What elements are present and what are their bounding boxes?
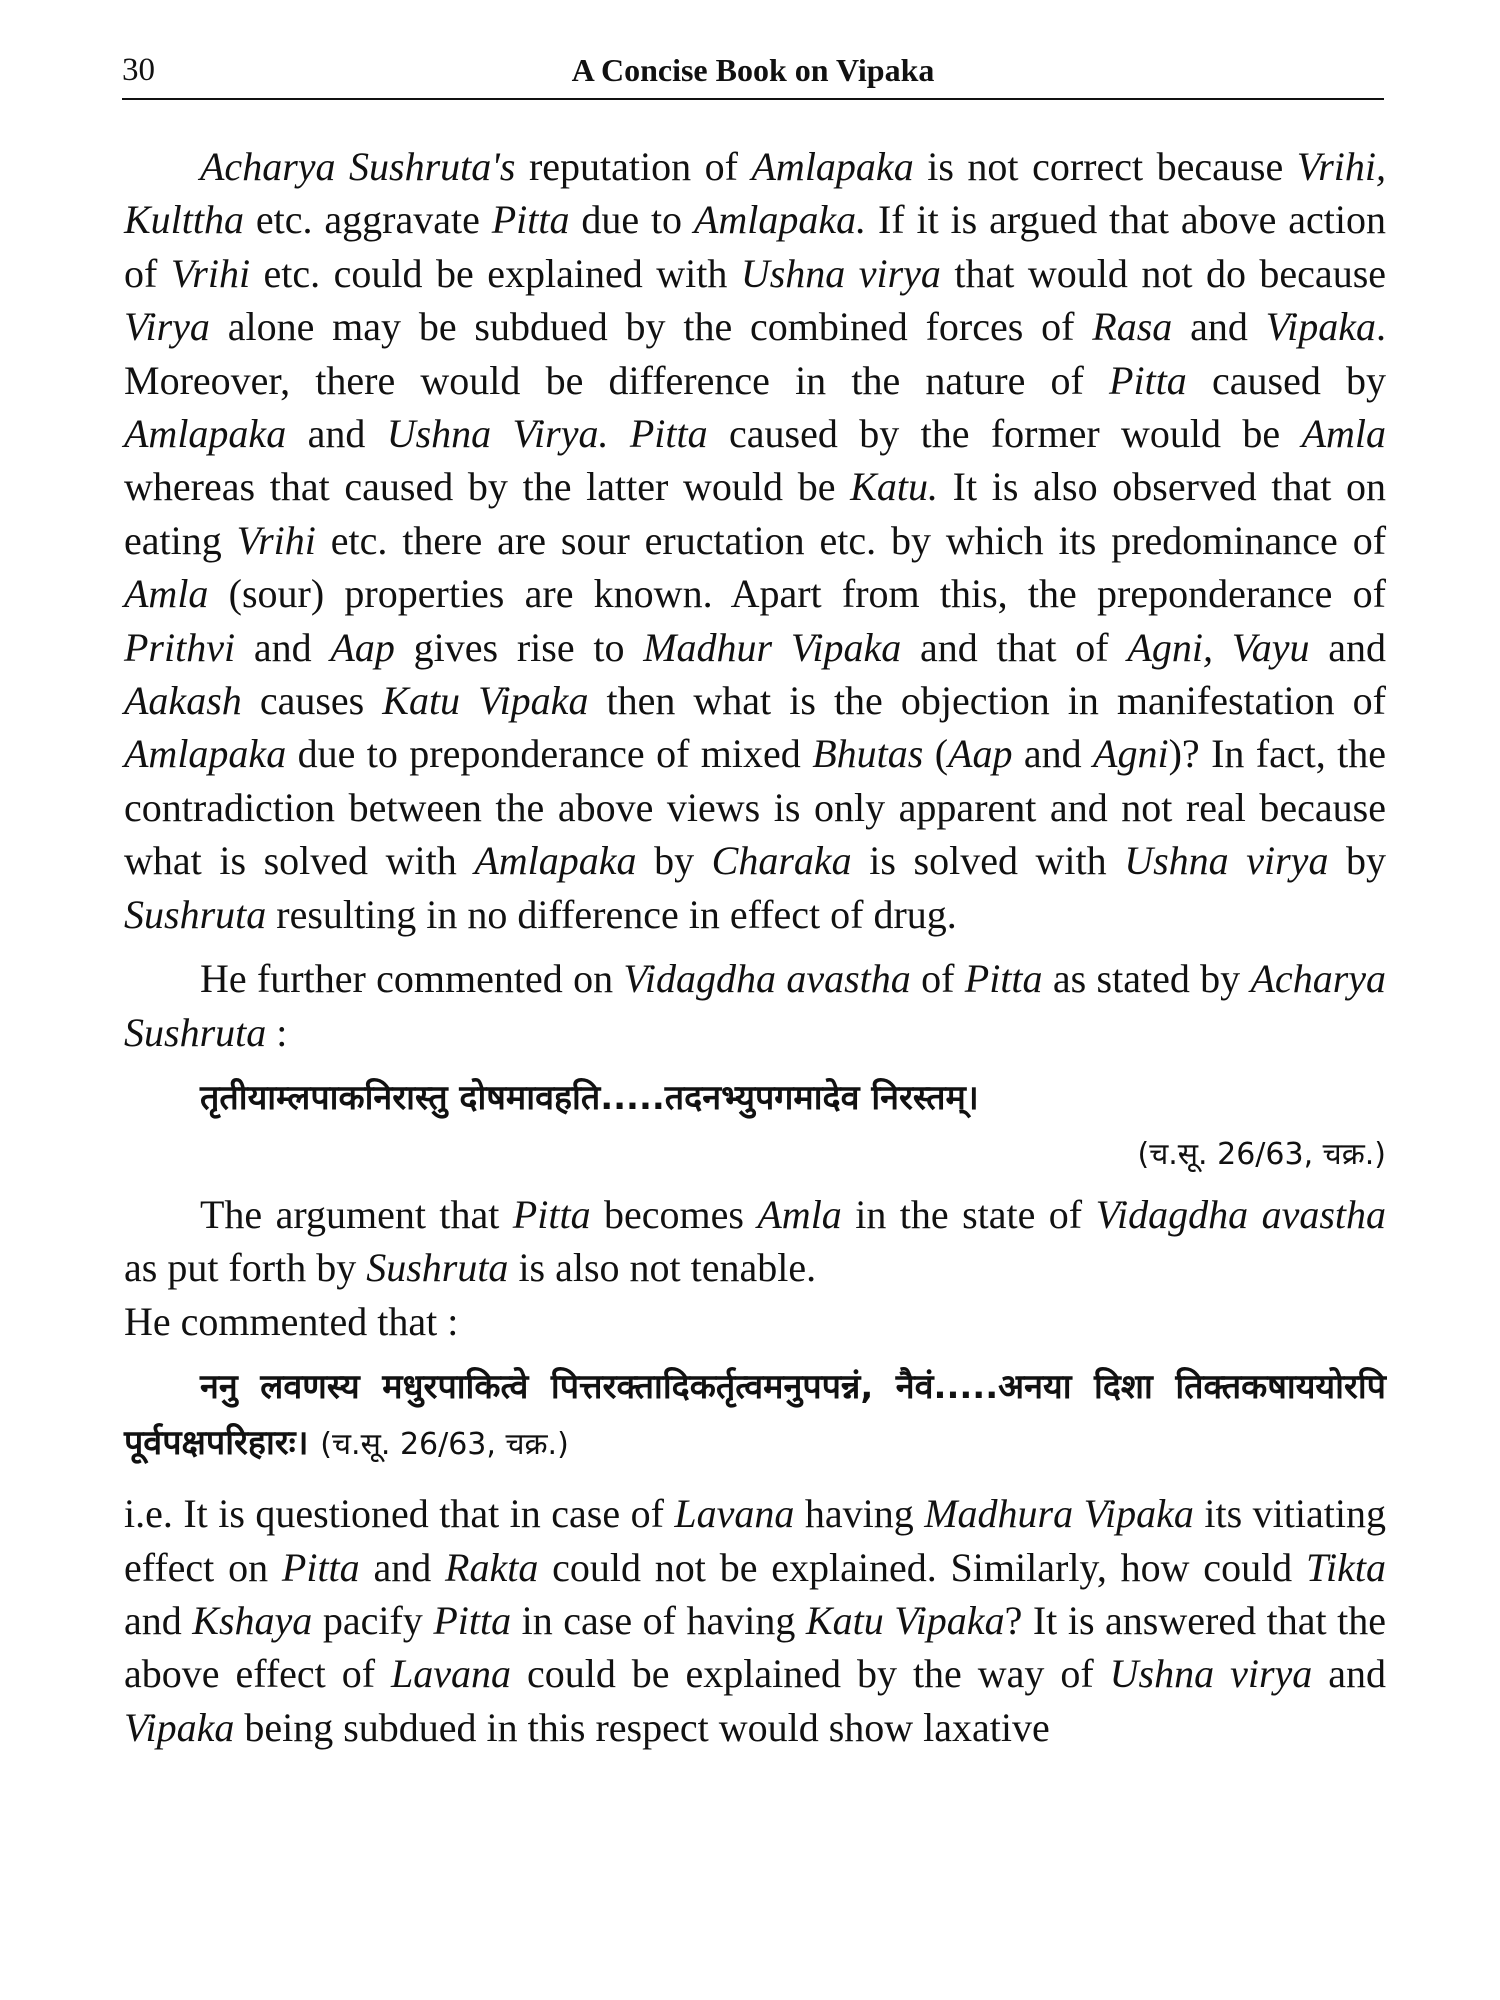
text-run: in the state of <box>841 1191 1096 1237</box>
text-run: etc. aggravate <box>244 197 492 243</box>
italic-term: Vrihi <box>236 517 316 563</box>
italic-term: Acharya Sushruta's <box>200 144 516 189</box>
text-run: and <box>1172 304 1266 350</box>
text-run: gives rise to <box>394 624 644 670</box>
text-run: and <box>124 1597 193 1643</box>
italic-term: Lavana <box>674 1491 795 1537</box>
text-run: is not correct because <box>913 144 1297 189</box>
text-run: i.e. It is questioned that in case of <box>124 1491 675 1537</box>
text-run: caused by <box>1186 357 1386 403</box>
italic-term: Rasa <box>1092 304 1173 350</box>
italic-term: Amlapaka <box>751 144 914 189</box>
italic-term: Madhura Vipaka <box>924 1491 1194 1537</box>
text-run: of <box>910 956 965 1002</box>
text-run: whereas that caused by the latter would be <box>124 464 851 510</box>
italic-term: Amla <box>1301 411 1386 457</box>
page-number: 30 <box>122 52 155 88</box>
italic-term: Pitta <box>281 1544 360 1590</box>
italic-term: Bhutas <box>812 731 924 777</box>
sanskrit-reference: (च.सू. 26/63, चक्र.) <box>1137 1136 1386 1172</box>
text-run: caused by the former would be <box>707 411 1302 457</box>
text-run: and <box>286 411 387 457</box>
text-run: alone may be subdued by the combined forces of <box>209 304 1093 350</box>
text-run: etc. could be explained with <box>250 250 741 296</box>
italic-term: Vrihi <box>170 250 251 296</box>
italic-term: Amla <box>757 1191 842 1237</box>
text-run: and <box>1312 1651 1386 1697</box>
italic-term: Sushruta <box>124 891 267 937</box>
italic-term: Ushna virya <box>1109 1651 1313 1697</box>
text-run: by <box>1328 838 1387 884</box>
italic-term: Vidagdha avastha <box>1095 1191 1387 1237</box>
sanskrit-reference-2: (च.सू. 26/63, चक्र.) <box>320 1427 569 1463</box>
text-run: causes <box>241 678 383 724</box>
italic-term: Pitta <box>433 1597 512 1643</box>
text-run: then what is the objection in manifestation of <box>588 678 1387 724</box>
text-run: It is also observed that on eating <box>124 464 1387 563</box>
italic-term: Agni <box>1093 731 1169 777</box>
italic-term: Ushna virya <box>740 250 941 296</box>
paragraph-vidagdha-intro <box>124 952 1386 1059</box>
text-run: in case of having <box>511 1597 806 1643</box>
text-run: resulting in no difference in effect of drug. <box>266 891 957 937</box>
text-run: by <box>636 838 712 884</box>
italic-term: Katu. <box>850 464 938 510</box>
italic-term: Vipaka <box>1265 304 1376 350</box>
italic-term: Aap <box>948 731 1013 777</box>
italic-term: Amlapaka <box>474 838 637 884</box>
text-run: having <box>794 1491 925 1537</box>
text-run: He further commented on <box>200 956 624 1002</box>
header-rule <box>122 98 1384 100</box>
sanskrit-quote: तृतीयाम्लपाकनिरास्तु दोषमावहति.....तदनभ्युपगमादेव निरस्तम्। <box>200 1077 979 1118</box>
italic-term: Pitta <box>512 1191 591 1237</box>
italic-term: Amlapaka <box>124 731 287 777</box>
text-run: and <box>1309 624 1386 670</box>
text-run: etc. there are sour eructation etc. by which its predominance of <box>315 517 1387 563</box>
italic-term: Katu Vipaka <box>382 678 589 724</box>
italic-term: Pitta <box>964 956 1043 1002</box>
body-text <box>124 140 1386 1765</box>
italic-term: Pitta <box>1109 357 1187 403</box>
italic-term: Charaka <box>711 838 852 884</box>
text-run: becomes <box>590 1191 758 1237</box>
text-run: ? It is answered that the above effect of <box>124 1597 1387 1697</box>
italic-term: Amlapaka <box>124 411 287 457</box>
text-run: The argument that <box>200 1191 513 1237</box>
italic-term: Katu Vipaka <box>805 1597 1005 1643</box>
italic-term: Agni, Vayu <box>1127 624 1310 670</box>
text-run: due to <box>569 197 694 243</box>
italic-term: Vidagdha avastha <box>623 956 911 1002</box>
running-title: A Concise Book on Vipaka <box>571 52 935 88</box>
text-run: is also not tenable. <box>508 1245 817 1291</box>
text-run: could not be explained. Similarly, how could <box>538 1544 1306 1590</box>
text-run: that would not do because <box>940 250 1387 296</box>
italic-term: Aakash <box>124 678 242 724</box>
text-run: (sour) properties are known. Apart from this, the preponderance of <box>208 571 1386 617</box>
sanskrit-quote-text: ननु लवणस्य मधुरपाकित्वे पित्तरक्तादिकर्तृत्वमनुपपन्नं, नैवं.....अनया दिशा तिक्तकषाययोरपि पूर्वपक्षपरिहारः। <box>124 1367 1386 1464</box>
italic-term: Sushruta <box>366 1245 509 1291</box>
text-run: could be explained by the way of <box>511 1651 1110 1697</box>
italic-term: Pitta <box>491 197 570 243</box>
italic-term: Madhur Vipaka <box>643 624 902 670</box>
italic-term: Vrihi, Kulttha <box>124 144 1386 243</box>
italic-term: Kshaya <box>192 1597 313 1643</box>
text-run: and <box>235 624 331 670</box>
text-run: as stated by <box>1042 956 1251 1002</box>
text-run: reputation of <box>515 144 752 189</box>
page-header <box>122 48 1384 98</box>
italic-term: Tikta <box>1305 1544 1387 1590</box>
text-run: and <box>359 1544 446 1590</box>
text-run: ( <box>923 731 949 777</box>
paragraph-amlapaka-argument <box>124 140 1386 941</box>
text-run: If it is argued that above action of <box>124 197 1386 296</box>
italic-term: Lavana <box>391 1651 512 1697</box>
text-run: and <box>1012 731 1094 777</box>
paragraph-argument-not-tenable <box>124 1188 1386 1295</box>
sanskrit-quote-2 <box>124 1359 1386 1473</box>
text-run: : <box>266 1009 288 1055</box>
text-run: is solved with <box>851 838 1125 884</box>
italic-term: Prithvi <box>124 624 236 670</box>
text-run: . Moreover, there would be difference in the nature of <box>124 304 1386 403</box>
text-run: )? In fact, the contradiction between the above views is only apparent and not real because what is solved with <box>124 731 1387 884</box>
italic-term: Amlapaka. <box>693 197 867 243</box>
text-run: as put forth by <box>124 1245 367 1291</box>
italic-term: Aap <box>330 624 395 670</box>
text-run: pacify <box>312 1597 434 1643</box>
italic-term: Virya <box>124 304 210 350</box>
italic-term: Amla <box>124 571 209 617</box>
text-run: and that of <box>901 624 1128 670</box>
italic-term: Acharya Sushruta <box>124 956 1387 1055</box>
paragraph-lavana-explanation <box>124 1487 1386 1754</box>
italic-term: Vipaka <box>124 1704 235 1750</box>
paragraph-commented <box>124 1295 1386 1348</box>
text-run: due to preponderance of mixed <box>286 731 813 777</box>
text-run: its vitiating effect on <box>124 1491 1386 1590</box>
text-run: He commented that : <box>124 1298 459 1344</box>
italic-term: Ushna virya <box>1124 838 1329 884</box>
text-run: being subdued in this respect would show laxative <box>234 1704 1050 1750</box>
italic-term: Rakta <box>445 1544 539 1590</box>
italic-term: Ushna Virya. Pitta <box>386 411 708 457</box>
